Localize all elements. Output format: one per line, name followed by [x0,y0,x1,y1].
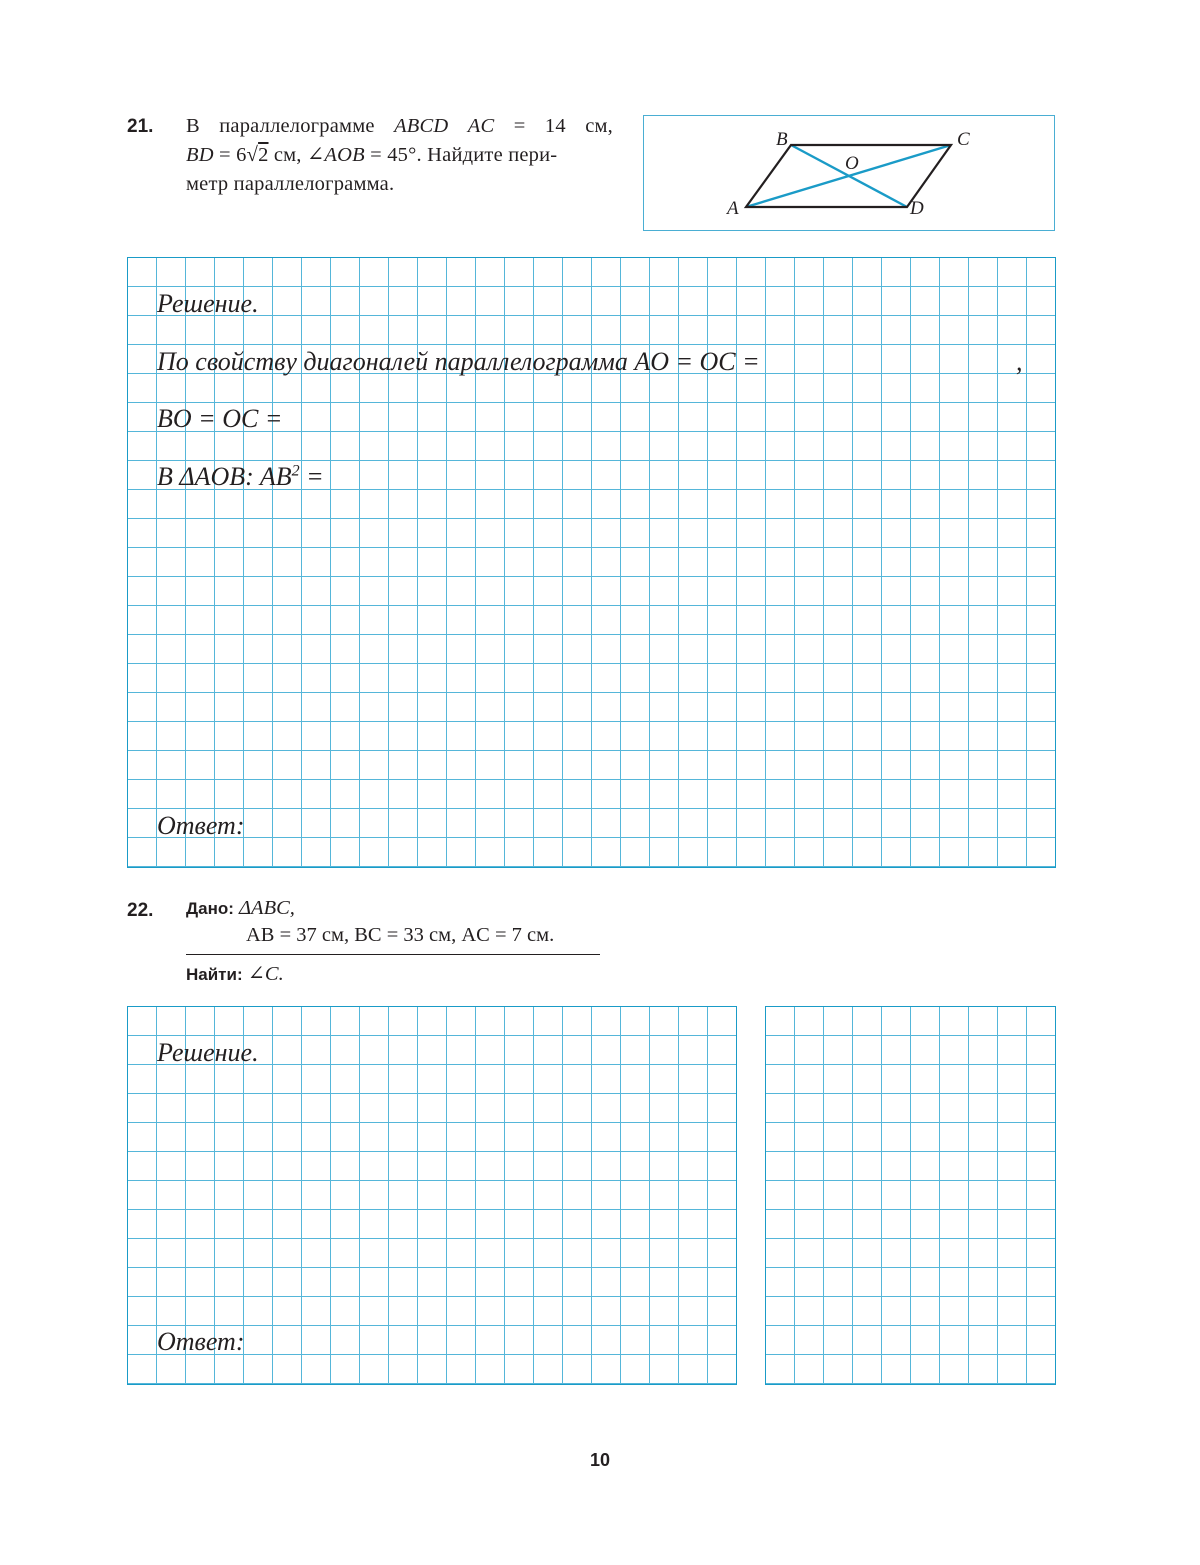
given-values: AB = 37 см, BC = 33 см, AC = 7 см. [246,924,555,946]
word: параллелограмме [219,115,375,137]
find-value: ∠C. [242,963,284,985]
text-run: см, ∠ [268,144,325,166]
task-statement [186,112,613,199]
statement-line-3: метр параллелограмма. [186,173,395,195]
parallelogram-figure [644,116,1053,229]
superscript: 2 [291,462,300,480]
text-run: = 45°. Найдите пери- [364,144,558,166]
find-label: Найти: [186,965,243,984]
answer-label: Ответ: [157,1327,245,1356]
figure-box [643,115,1055,231]
text-run: В ΔAOB: AB [157,462,292,491]
vertex-label-b: B [776,129,788,150]
vertex-label-d: D [910,198,924,219]
given-divider [186,954,600,955]
vertex-label-a: A [727,198,739,219]
given-label: Дано: [186,899,234,918]
word: В [186,115,200,137]
given-line [186,897,295,920]
solution-grid-22-side[interactable] [765,1006,1056,1385]
task-number: 21. [127,116,154,137]
word: ABCD [394,115,449,137]
word: см, [585,115,613,137]
text-run: = [299,462,324,491]
page-number: 10 [589,1450,611,1470]
solution-line-1: По свойству диагоналей параллелограмма AO = OC = [157,347,760,376]
vertex-label-o: O [845,153,859,174]
word: AC [467,115,495,137]
solution-line-2: BO = OC = [157,404,283,433]
math-term: AOB [324,144,365,166]
task-number: 22. [127,900,154,921]
answer-label: Ответ: [157,811,245,840]
word: = [513,115,526,137]
statement-line-2 [186,141,613,170]
sqrt-sign-icon: √ [246,144,259,166]
math-term: BD [186,144,214,166]
sqrt-radicand: 2 [258,144,269,166]
given-value: ΔABC, [233,897,295,919]
solution-line-1-end: , [1016,347,1023,376]
find-line [186,961,284,986]
text-run: = 6 [213,144,247,166]
solution-header: Решение. [157,1038,259,1067]
solution-line-3 [157,462,324,492]
statement-line-1 [186,112,613,141]
solution-header: Решение. [157,289,259,318]
vertex-label-c: C [957,129,970,150]
word: 14 [544,115,566,137]
